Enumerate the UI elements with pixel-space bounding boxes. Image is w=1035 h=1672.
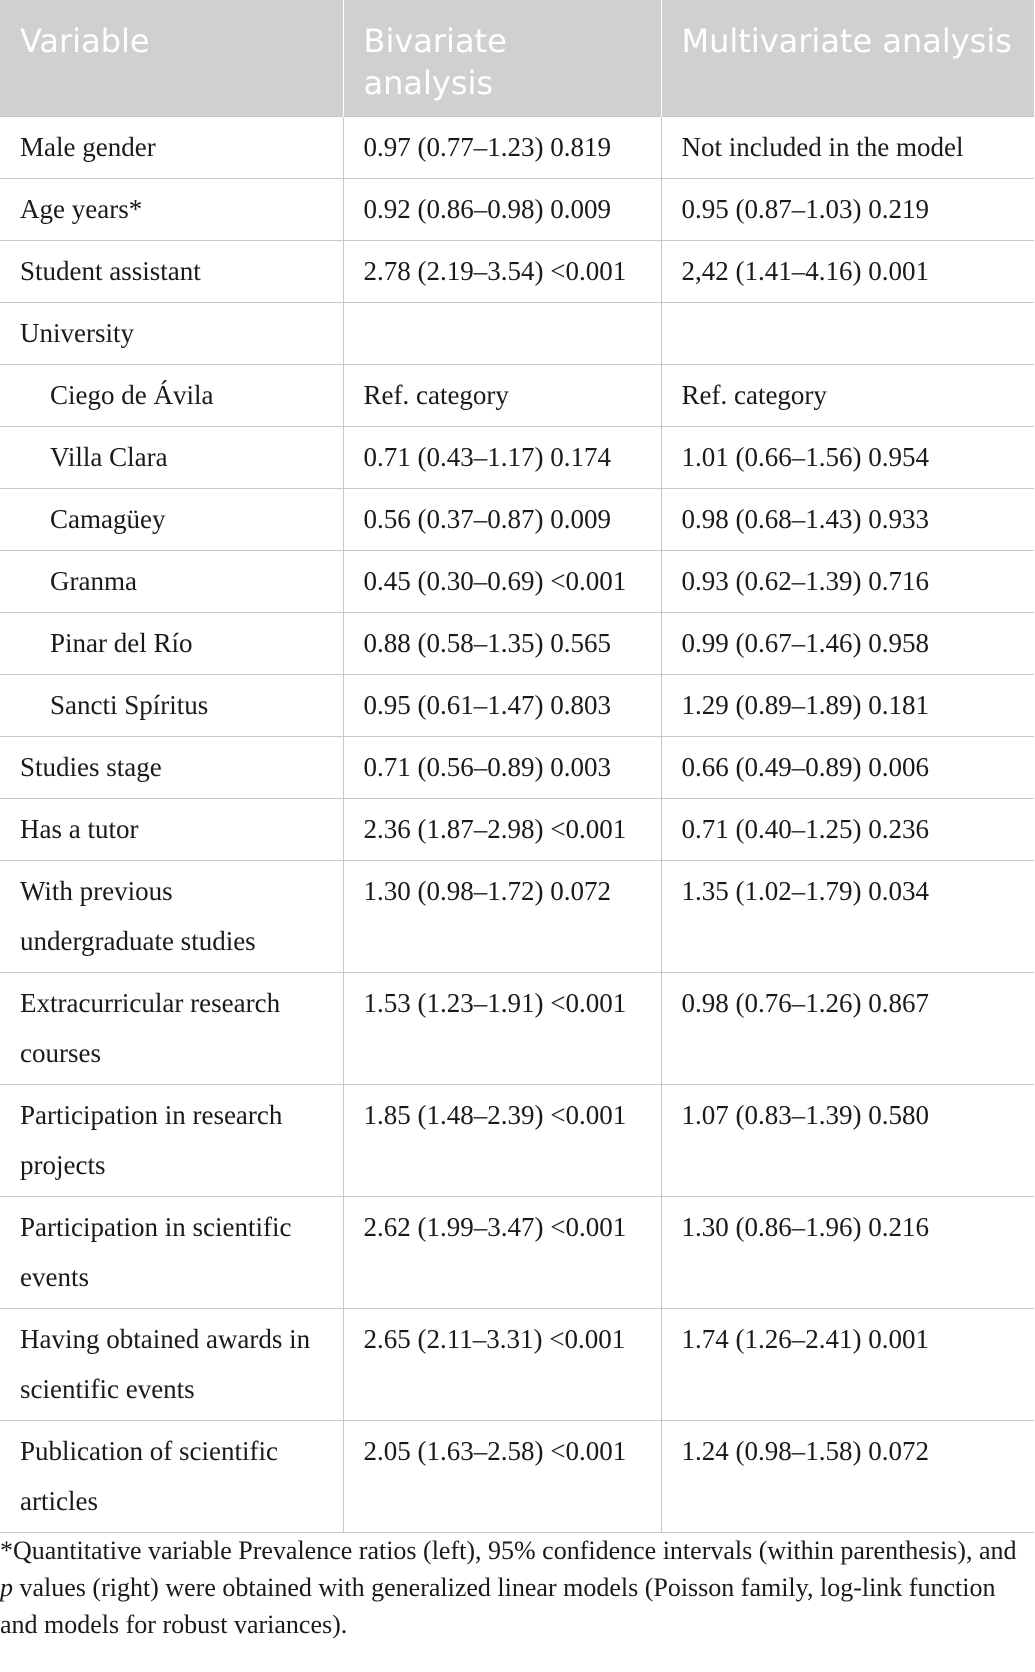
multivariate-cell: 1.24 (0.98–1.58) 0.072 — [661, 1421, 1034, 1533]
multivariate-cell: 1.30 (0.86–1.96) 0.216 — [661, 1197, 1034, 1309]
multivariate-cell: 1.01 (0.66–1.56) 0.954 — [661, 427, 1034, 489]
bivariate-cell: 0.71 (0.56–0.89) 0.003 — [343, 737, 661, 799]
table-row — [0, 799, 1034, 861]
table-row — [0, 179, 1034, 241]
header-variable: Variable — [0, 0, 343, 117]
multivariate-cell: 0.98 (0.76–1.26) 0.867 — [661, 973, 1034, 1085]
multivariate-cell: Ref. category — [661, 365, 1034, 427]
header-row — [0, 0, 1034, 117]
table-row — [0, 973, 1034, 1085]
variable-cell: Publication of scientific articles — [0, 1421, 343, 1533]
bivariate-cell: 2.62 (1.99–3.47) <0.001 — [343, 1197, 661, 1309]
footnote-p-symbol: p — [0, 1573, 13, 1602]
variable-cell: Extracurricular research courses — [0, 973, 343, 1085]
bivariate-cell: Ref. category — [343, 365, 661, 427]
variable-cell: University — [0, 303, 343, 365]
table-row — [0, 1309, 1034, 1421]
multivariate-cell: 0.93 (0.62–1.39) 0.716 — [661, 551, 1034, 613]
multivariate-cell: 0.66 (0.49–0.89) 0.006 — [661, 737, 1034, 799]
bivariate-cell: 2.78 (2.19–3.54) <0.001 — [343, 241, 661, 303]
variable-cell: Ciego de Ávila — [0, 365, 343, 427]
variable-cell: Student assistant — [0, 241, 343, 303]
table-row — [0, 489, 1034, 551]
variable-cell: Granma — [0, 551, 343, 613]
table-row — [0, 861, 1034, 973]
table-row — [0, 303, 1034, 365]
multivariate-cell: 0.95 (0.87–1.03) 0.219 — [661, 179, 1034, 241]
footnote-text-1: *Quantitative variable Prevalence ratios (left), 95% confidence intervals (within parenthesis), and — [0, 1536, 1017, 1565]
bivariate-cell: 2.05 (1.63–2.58) <0.001 — [343, 1421, 661, 1533]
variable-cell: Studies stage — [0, 737, 343, 799]
bivariate-cell: 0.97 (0.77–1.23) 0.819 — [343, 117, 661, 179]
bivariate-cell: 1.30 (0.98–1.72) 0.072 — [343, 861, 661, 973]
variable-cell: Having obtained awards in scientific events — [0, 1309, 343, 1421]
table-footnote — [0, 1532, 1030, 1643]
variable-cell: Participation in scientific events — [0, 1197, 343, 1309]
multivariate-cell: 1.07 (0.83–1.39) 0.580 — [661, 1085, 1034, 1197]
bivariate-cell: 2.36 (1.87–2.98) <0.001 — [343, 799, 661, 861]
bivariate-cell: 0.56 (0.37–0.87) 0.009 — [343, 489, 661, 551]
footnote-text-2: values (right) were obtained with generalized linear models (Poisson family, log-link function and models for robust variances). — [0, 1573, 996, 1639]
multivariate-cell: 0.98 (0.68–1.43) 0.933 — [661, 489, 1034, 551]
bivariate-cell — [343, 303, 661, 365]
variable-cell: Villa Clara — [0, 427, 343, 489]
variable-cell: With previous undergraduate studies — [0, 861, 343, 973]
variable-cell: Age years* — [0, 179, 343, 241]
multivariate-cell: 1.35 (1.02–1.79) 0.034 — [661, 861, 1034, 973]
table-row — [0, 1085, 1034, 1197]
table-row — [0, 241, 1034, 303]
table-row — [0, 551, 1034, 613]
multivariate-cell: 1.74 (1.26–2.41) 0.001 — [661, 1309, 1034, 1421]
variable-cell: Has a tutor — [0, 799, 343, 861]
bivariate-cell: 1.53 (1.23–1.91) <0.001 — [343, 973, 661, 1085]
table-row — [0, 737, 1034, 799]
bivariate-cell: 0.88 (0.58–1.35) 0.565 — [343, 613, 661, 675]
table-row — [0, 117, 1034, 179]
bivariate-cell: 1.85 (1.48–2.39) <0.001 — [343, 1085, 661, 1197]
table-row — [0, 1421, 1034, 1533]
variable-cell: Participation in research projects — [0, 1085, 343, 1197]
table-row — [0, 1197, 1034, 1309]
multivariate-cell — [661, 303, 1034, 365]
bivariate-cell: 0.92 (0.86–0.98) 0.009 — [343, 179, 661, 241]
table-row — [0, 365, 1034, 427]
table-row — [0, 675, 1034, 737]
header-bivariate: Bivariate analysis — [343, 0, 661, 117]
header-multivariate: Multivariate analysis — [661, 0, 1034, 117]
multivariate-cell: 0.71 (0.40–1.25) 0.236 — [661, 799, 1034, 861]
bivariate-cell: 2.65 (2.11–3.31) <0.001 — [343, 1309, 661, 1421]
multivariate-cell: Not included in the model — [661, 117, 1034, 179]
table-body — [0, 117, 1034, 1533]
variable-cell: Camagüey — [0, 489, 343, 551]
variable-cell: Pinar del Río — [0, 613, 343, 675]
bivariate-cell: 0.45 (0.30–0.69) <0.001 — [343, 551, 661, 613]
multivariate-cell: 0.99 (0.67–1.46) 0.958 — [661, 613, 1034, 675]
table-row — [0, 613, 1034, 675]
table-row — [0, 427, 1034, 489]
bivariate-cell: 0.95 (0.61–1.47) 0.803 — [343, 675, 661, 737]
variable-cell: Sancti Spíritus — [0, 675, 343, 737]
multivariate-cell: 1.29 (0.89–1.89) 0.181 — [661, 675, 1034, 737]
multivariate-cell: 2,42 (1.41–4.16) 0.001 — [661, 241, 1034, 303]
bivariate-cell: 0.71 (0.43–1.17) 0.174 — [343, 427, 661, 489]
variable-cell: Male gender — [0, 117, 343, 179]
